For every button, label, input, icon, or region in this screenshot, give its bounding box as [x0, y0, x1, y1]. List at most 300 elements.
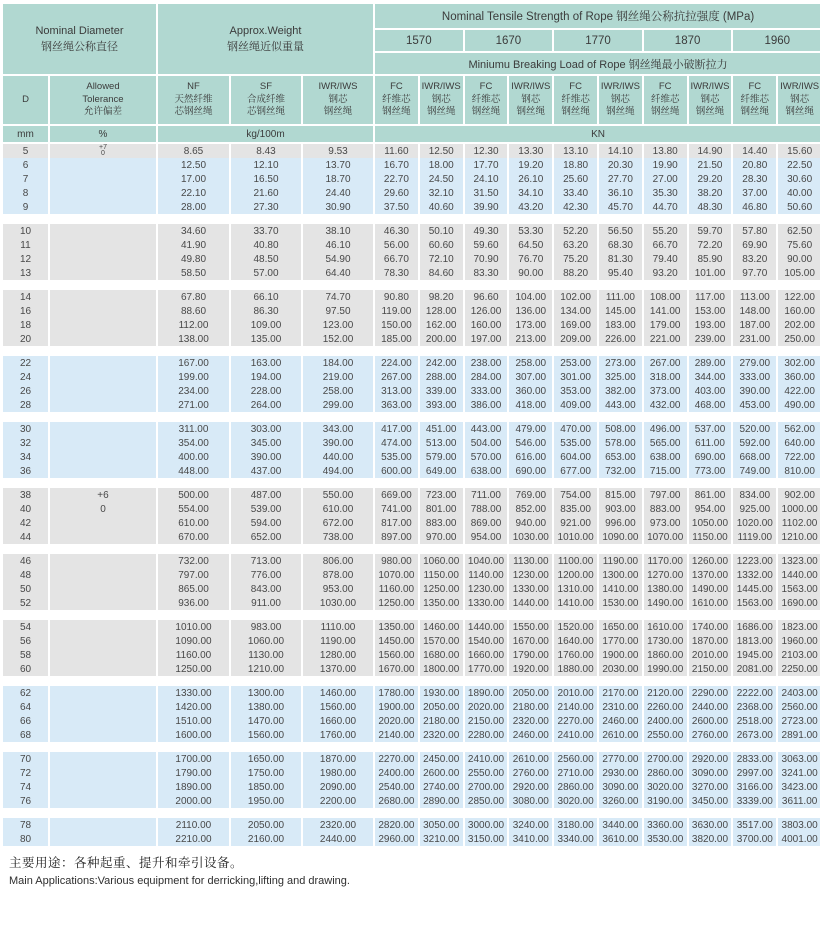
value-cell: 126.00	[464, 304, 509, 318]
value-cell: 1445.00	[732, 582, 777, 596]
value-cell: 382.00	[598, 384, 643, 398]
diameter-cell: 38	[2, 488, 49, 502]
tolerance-cell	[49, 436, 157, 450]
value-cell: 1560.00	[374, 648, 419, 662]
value-cell: 3450.00	[688, 794, 733, 808]
tolerance-cell	[49, 728, 157, 742]
value-cell: 652.00	[230, 530, 302, 544]
value-cell: 1370.00	[688, 568, 733, 582]
value-cell: 554.00	[157, 502, 230, 516]
value-cell: 167.00	[157, 356, 230, 370]
value-cell: 2440.00	[302, 832, 374, 846]
value-cell: 96.60	[464, 290, 509, 304]
value-cell: 138.00	[157, 332, 230, 346]
value-cell: 1170.00	[643, 554, 688, 568]
value-cell: 360.00	[777, 370, 820, 384]
value-cell: 1870.00	[302, 752, 374, 766]
value-cell: 76.70	[508, 252, 553, 266]
value-cell: 1560.00	[230, 728, 302, 742]
table-row	[2, 172, 820, 186]
value-cell: 1750.00	[230, 766, 302, 780]
wire-rope-spec-table	[1, 2, 820, 846]
value-cell: 638.00	[643, 450, 688, 464]
value-cell: 42.30	[553, 200, 598, 214]
value-cell: 1150.00	[419, 568, 464, 582]
tolerance-cell	[49, 554, 157, 568]
value-cell: 638.00	[464, 464, 509, 478]
value-cell: 1900.00	[598, 648, 643, 662]
value-cell: 53.30	[508, 224, 553, 238]
value-cell: 2270.00	[374, 752, 419, 766]
value-cell: 1260.00	[688, 554, 733, 568]
value-cell: 1945.00	[732, 648, 777, 662]
value-cell: 200.00	[419, 332, 464, 346]
value-cell: 1130.00	[508, 554, 553, 568]
value-cell: 2310.00	[598, 700, 643, 714]
value-cell: 2560.00	[777, 700, 820, 714]
value-cell: 43.20	[508, 200, 553, 214]
value-cell: 1790.00	[157, 766, 230, 780]
value-cell: 2320.00	[302, 818, 374, 832]
value-cell: 653.00	[598, 450, 643, 464]
tolerance-cell	[49, 332, 157, 346]
value-cell: 1870.00	[688, 634, 733, 648]
value-cell: 1310.00	[553, 582, 598, 596]
value-cell: 788.00	[464, 502, 509, 516]
value-cell: 769.00	[508, 488, 553, 502]
table-row	[2, 384, 820, 398]
value-cell: 2890.00	[419, 794, 464, 808]
diameter-cell: 14	[2, 290, 49, 304]
value-cell: 59.60	[464, 238, 509, 252]
value-cell: 83.30	[464, 266, 509, 280]
value-cell: 344.00	[688, 370, 733, 384]
value-cell: 2180.00	[508, 700, 553, 714]
value-cell: 983.00	[230, 620, 302, 634]
value-cell: 289.00	[688, 356, 733, 370]
value-cell: 234.00	[157, 384, 230, 398]
value-cell: 1070.00	[643, 530, 688, 544]
tolerance-cell	[49, 582, 157, 596]
value-cell: 1900.00	[374, 700, 419, 714]
value-cell: 1440.00	[777, 568, 820, 582]
diameter-cell: 44	[2, 530, 49, 544]
value-cell: 1730.00	[643, 634, 688, 648]
value-cell: 390.00	[732, 384, 777, 398]
value-cell: 1880.00	[553, 662, 598, 676]
value-cell: 2920.00	[688, 752, 733, 766]
value-cell: 360.00	[508, 384, 553, 398]
value-cell: 1370.00	[302, 662, 374, 676]
diameter-cell: 42	[2, 516, 49, 530]
value-cell: 1230.00	[464, 582, 509, 596]
value-cell: 1010.00	[553, 530, 598, 544]
value-cell: 1813.00	[732, 634, 777, 648]
value-cell: 231.00	[732, 332, 777, 346]
value-cell: 1790.00	[508, 648, 553, 662]
value-cell: 224.00	[374, 356, 419, 370]
value-cell: 57.80	[732, 224, 777, 238]
value-cell: 2260.00	[643, 700, 688, 714]
tolerance-cell	[49, 766, 157, 780]
diameter-cell: 5	[2, 143, 49, 158]
value-cell: 610.00	[157, 516, 230, 530]
table-row	[2, 832, 820, 846]
value-cell: 141.00	[643, 304, 688, 318]
value-cell: 95.40	[598, 266, 643, 280]
value-cell: 187.00	[732, 318, 777, 332]
value-cell: 1560.00	[302, 700, 374, 714]
value-cell: 669.00	[374, 488, 419, 502]
tolerance-cell	[49, 686, 157, 700]
value-cell: 221.00	[643, 332, 688, 346]
column-header-sf: SF 合成纤维 芯钢丝绳	[230, 75, 302, 125]
value-cell: 883.00	[643, 502, 688, 516]
value-cell: 690.00	[688, 450, 733, 464]
value-cell: 1102.00	[777, 516, 820, 530]
value-cell: 1990.00	[643, 662, 688, 676]
value-cell: 640.00	[777, 436, 820, 450]
group-gap	[2, 808, 820, 818]
value-cell: 1980.00	[302, 766, 374, 780]
value-cell: 2081.00	[732, 662, 777, 676]
table-row	[2, 620, 820, 634]
diameter-cell: 70	[2, 752, 49, 766]
value-cell: 2010.00	[553, 686, 598, 700]
tolerance-cell	[49, 450, 157, 464]
value-cell: 1330.00	[157, 686, 230, 700]
value-cell: 1890.00	[464, 686, 509, 700]
value-cell: 1323.00	[777, 554, 820, 568]
value-cell: 865.00	[157, 582, 230, 596]
value-cell: 490.00	[777, 398, 820, 412]
value-cell: 3517.00	[732, 818, 777, 832]
tolerance-cell	[49, 818, 157, 832]
value-cell: 194.00	[230, 370, 302, 384]
value-cell: 773.00	[688, 464, 733, 478]
value-cell: 238.00	[464, 356, 509, 370]
value-cell: 2997.00	[732, 766, 777, 780]
value-cell: 453.00	[732, 398, 777, 412]
value-cell: 776.00	[230, 568, 302, 582]
value-cell: 64.50	[508, 238, 553, 252]
main-applications-zh: 主要用途：各种起重、提升和牵引设备。	[9, 856, 244, 870]
value-cell: 343.00	[302, 422, 374, 436]
group-gap	[2, 676, 820, 686]
value-cell: 267.00	[643, 356, 688, 370]
value-cell: 28.00	[157, 200, 230, 214]
value-cell: 980.00	[374, 554, 419, 568]
value-cell: 852.00	[508, 502, 553, 516]
value-cell: 14.90	[688, 143, 733, 158]
value-cell: 226.00	[598, 332, 643, 346]
value-cell: 2120.00	[643, 686, 688, 700]
value-cell: 2090.00	[302, 780, 374, 794]
tolerance-cell	[49, 370, 157, 384]
value-cell: 2150.00	[464, 714, 509, 728]
value-cell: 2860.00	[643, 766, 688, 780]
value-cell: 2020.00	[374, 714, 419, 728]
value-cell: 2270.00	[553, 714, 598, 728]
diameter-cell: 58	[2, 648, 49, 662]
table-body	[2, 143, 820, 846]
value-cell: 4001.00	[777, 832, 820, 846]
value-cell: 2200.00	[302, 794, 374, 808]
value-cell: 2222.00	[732, 686, 777, 700]
value-cell: 1090.00	[157, 634, 230, 648]
value-cell: 58.50	[157, 266, 230, 280]
value-cell: 354.00	[157, 436, 230, 450]
value-cell: 732.00	[157, 554, 230, 568]
value-cell: 3090.00	[598, 780, 643, 794]
value-cell: 209.00	[553, 332, 598, 346]
value-cell: 83.20	[732, 252, 777, 266]
value-cell: 672.00	[302, 516, 374, 530]
value-cell: 333.00	[464, 384, 509, 398]
value-cell: 1960.00	[777, 634, 820, 648]
table-row	[2, 714, 820, 728]
diameter-cell: 11	[2, 238, 49, 252]
value-cell: 307.00	[508, 370, 553, 384]
value-cell: 1150.00	[688, 530, 733, 544]
approx-weight-en: Approx.Weight	[229, 25, 302, 37]
value-cell: 2440.00	[688, 700, 733, 714]
value-cell: 20.30	[598, 158, 643, 172]
value-cell: 2170.00	[598, 686, 643, 700]
tolerance-cell	[49, 662, 157, 676]
value-cell: 258.00	[302, 384, 374, 398]
diameter-cell: 76	[2, 794, 49, 808]
value-cell: 616.00	[508, 450, 553, 464]
value-cell: 2050.00	[419, 700, 464, 714]
value-cell: 54.90	[302, 252, 374, 266]
value-cell: 258.00	[508, 356, 553, 370]
value-cell: 32.10	[419, 186, 464, 200]
value-cell: 2760.00	[508, 766, 553, 780]
value-cell: 2030.00	[598, 662, 643, 676]
value-cell: 345.00	[230, 436, 302, 450]
value-cell: 1650.00	[598, 620, 643, 634]
diameter-cell: 16	[2, 304, 49, 318]
value-cell: 2610.00	[508, 752, 553, 766]
tolerance-cell	[49, 290, 157, 304]
column-header-fc: FC 纤维芯 钢丝绳	[732, 75, 777, 125]
value-cell: 1550.00	[508, 620, 553, 634]
value-cell: 835.00	[553, 502, 598, 516]
value-cell: 3803.00	[777, 818, 820, 832]
diameter-cell: 72	[2, 766, 49, 780]
value-cell: 1280.00	[302, 648, 374, 662]
value-cell: 97.70	[732, 266, 777, 280]
value-cell: 15.60	[777, 143, 820, 158]
main-applications-en: Main Applications:Various equipment for derricking,lifting and drawing.	[9, 875, 350, 887]
value-cell: 3410.00	[508, 832, 553, 846]
table-row	[2, 662, 820, 676]
column-header-fc: FC 纤维芯 钢丝绳	[464, 75, 509, 125]
value-cell: 1223.00	[732, 554, 777, 568]
value-cell: 302.00	[777, 356, 820, 370]
tolerance-cell	[49, 266, 157, 280]
value-cell: 738.00	[302, 530, 374, 544]
value-cell: 56.00	[374, 238, 419, 252]
column-header-iwr-iws: IWR/IWS 钢芯 钢丝绳	[598, 75, 643, 125]
value-cell: 16.70	[374, 158, 419, 172]
value-cell: 3210.00	[419, 832, 464, 846]
table-row	[2, 370, 820, 384]
table-row	[2, 568, 820, 582]
value-cell: 797.00	[643, 488, 688, 502]
value-cell: 1770.00	[464, 662, 509, 676]
table-row	[2, 398, 820, 412]
value-cell: 1410.00	[598, 582, 643, 596]
diameter-cell: 40	[2, 502, 49, 516]
value-cell: 2460.00	[598, 714, 643, 728]
diameter-cell: 13	[2, 266, 49, 280]
value-cell: 184.00	[302, 356, 374, 370]
value-cell: 1040.00	[464, 554, 509, 568]
value-cell: 535.00	[553, 436, 598, 450]
value-cell: 67.80	[157, 290, 230, 304]
value-cell: 1540.00	[464, 634, 509, 648]
value-cell: 3340.00	[553, 832, 598, 846]
value-cell: 1760.00	[302, 728, 374, 742]
value-cell: 2600.00	[419, 766, 464, 780]
value-cell: 578.00	[598, 436, 643, 450]
value-cell: 1530.00	[598, 596, 643, 610]
tolerance-cell: +7 0	[49, 143, 157, 158]
table-row	[2, 422, 820, 436]
value-cell: 318.00	[643, 370, 688, 384]
value-cell: 2820.00	[374, 818, 419, 832]
group-gap	[2, 346, 820, 356]
value-cell: 38.20	[688, 186, 733, 200]
value-cell: 810.00	[777, 464, 820, 478]
value-cell: 12.10	[230, 158, 302, 172]
value-cell: 470.00	[553, 422, 598, 436]
column-header-d: D	[2, 75, 49, 125]
value-cell: 1380.00	[643, 582, 688, 596]
value-cell: 539.00	[230, 502, 302, 516]
value-cell: 611.00	[688, 436, 733, 450]
value-cell: 2600.00	[688, 714, 733, 728]
table-row	[2, 266, 820, 280]
tensile-strength-header: Nominal Tensile Strength of Rope 钢丝绳公称抗拉强度 (MPa)	[374, 3, 820, 29]
value-cell: 1030.00	[302, 596, 374, 610]
value-cell: 29.60	[374, 186, 419, 200]
value-cell: 715.00	[643, 464, 688, 478]
value-cell: 112.00	[157, 318, 230, 332]
value-cell: 1010.00	[157, 620, 230, 634]
table-row	[2, 554, 820, 568]
value-cell: 2160.00	[230, 832, 302, 846]
value-cell: 2050.00	[230, 818, 302, 832]
column-header-fc: FC 纤维芯 钢丝绳	[643, 75, 688, 125]
value-cell: 250.00	[777, 332, 820, 346]
value-cell: 496.00	[643, 422, 688, 436]
value-cell: 834.00	[732, 488, 777, 502]
value-cell: 183.00	[598, 318, 643, 332]
value-cell: 409.00	[553, 398, 598, 412]
value-cell: 2400.00	[374, 766, 419, 780]
value-cell: 1890.00	[157, 780, 230, 794]
value-cell: 128.00	[419, 304, 464, 318]
column-header-iwr-iws: IWR/IWS 钢芯 钢丝绳	[508, 75, 553, 125]
value-cell: 1332.00	[732, 568, 777, 582]
value-cell: 2891.00	[777, 728, 820, 742]
value-cell: 59.70	[688, 224, 733, 238]
value-cell: 373.00	[643, 384, 688, 398]
diameter-cell: 26	[2, 384, 49, 398]
value-cell: 1800.00	[419, 662, 464, 676]
value-cell: 594.00	[230, 516, 302, 530]
value-cell: 34.10	[508, 186, 553, 200]
diameter-cell: 9	[2, 200, 49, 214]
group-gap	[2, 610, 820, 620]
nominal-diameter-zh: 钢丝绳公称直径	[41, 41, 118, 53]
value-cell: 13.10	[553, 143, 598, 158]
tolerance-cell	[49, 700, 157, 714]
value-cell: 299.00	[302, 398, 374, 412]
unit-kg-100m: kg/100m	[157, 125, 374, 143]
value-cell: 111.00	[598, 290, 643, 304]
value-cell: 537.00	[688, 422, 733, 436]
value-cell: 520.00	[732, 422, 777, 436]
diameter-cell: 54	[2, 620, 49, 634]
value-cell: 333.00	[732, 370, 777, 384]
value-cell: 24.50	[419, 172, 464, 186]
value-cell: 219.00	[302, 370, 374, 384]
value-cell: 20.80	[732, 158, 777, 172]
value-cell: 46.10	[302, 238, 374, 252]
value-cell: 228.00	[230, 384, 302, 398]
value-cell: 2410.00	[553, 728, 598, 742]
value-cell: 48.50	[230, 252, 302, 266]
value-cell: 24.40	[302, 186, 374, 200]
value-cell: 26.10	[508, 172, 553, 186]
value-cell: 897.00	[374, 530, 419, 544]
value-cell: 2140.00	[553, 700, 598, 714]
tolerance-cell	[49, 464, 157, 478]
value-cell: 3090.00	[688, 766, 733, 780]
value-cell: 8.43	[230, 143, 302, 158]
value-cell: 2250.00	[777, 662, 820, 676]
value-cell: 954.00	[464, 530, 509, 544]
value-cell: 8.65	[157, 143, 230, 158]
tolerance-cell	[49, 516, 157, 530]
value-cell: 1563.00	[732, 596, 777, 610]
table-row	[2, 530, 820, 544]
value-cell: 422.00	[777, 384, 820, 398]
value-cell: 279.00	[732, 356, 777, 370]
value-cell: 46.30	[374, 224, 419, 238]
value-cell: 173.00	[508, 318, 553, 332]
value-cell: 940.00	[508, 516, 553, 530]
value-cell: 3270.00	[688, 780, 733, 794]
value-cell: 668.00	[732, 450, 777, 464]
value-cell: 202.00	[777, 318, 820, 332]
value-cell: 98.20	[419, 290, 464, 304]
value-cell: 40.60	[419, 200, 464, 214]
value-cell: 60.60	[419, 238, 464, 252]
value-cell: 33.70	[230, 224, 302, 238]
value-cell: 1060.00	[419, 554, 464, 568]
value-cell: 31.50	[464, 186, 509, 200]
value-cell: 1050.00	[688, 516, 733, 530]
tolerance-cell	[49, 620, 157, 634]
value-cell: 13.80	[643, 143, 688, 158]
tolerance-cell	[49, 172, 157, 186]
value-cell: 386.00	[464, 398, 509, 412]
